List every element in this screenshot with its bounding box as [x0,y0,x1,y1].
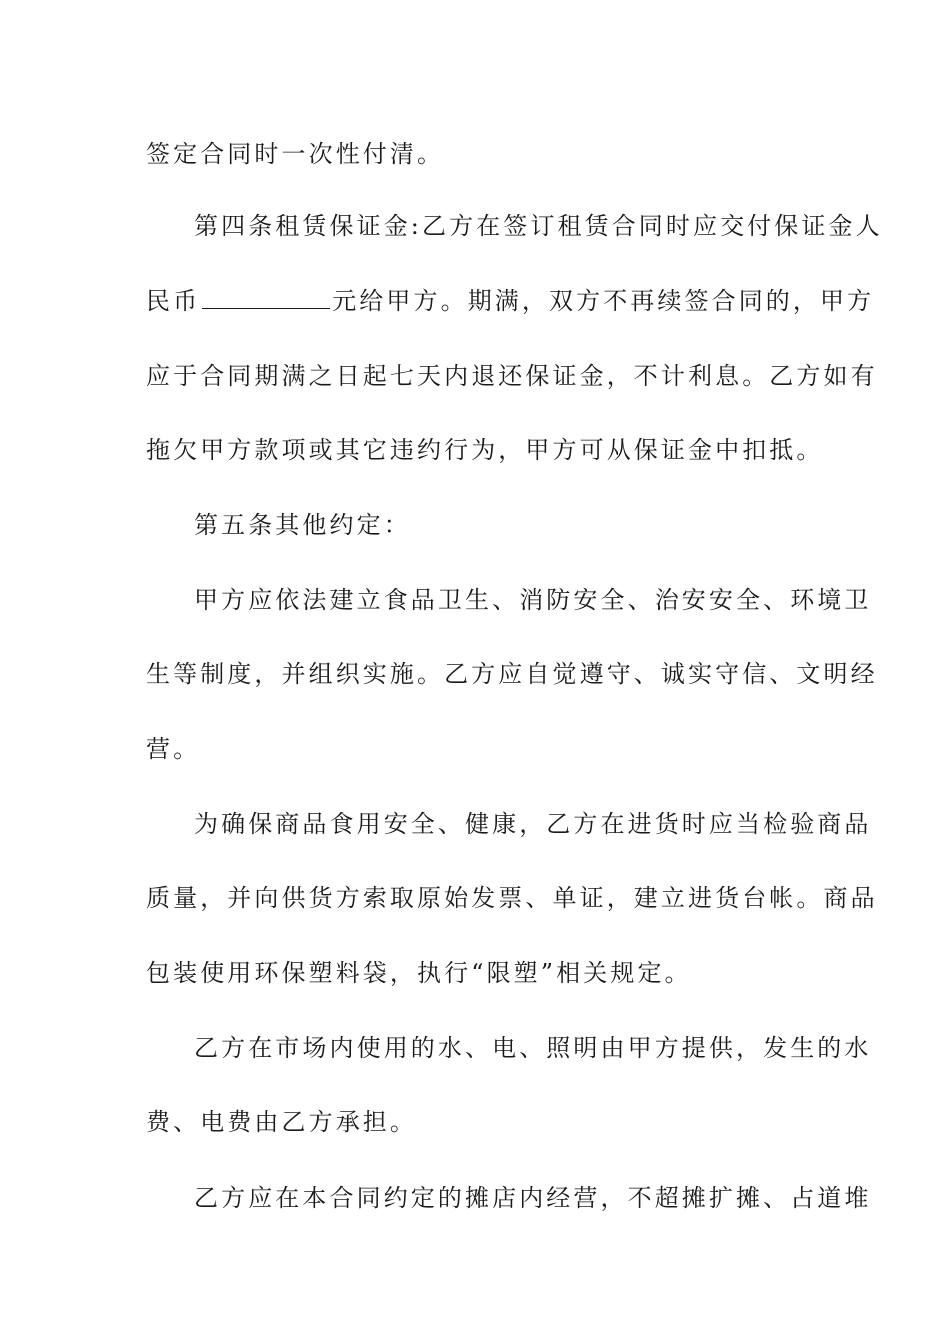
article-4-heading-line: 第四条租赁保证金:乙方在签订租赁合同时应交付保证金人 [194,212,883,240]
text-line: 乙方应在本合同约定的摊店内经营，不超摊扩摊、占道堆 [194,1184,872,1212]
text-line: 营。 [146,735,201,763]
text-segment: 民币 [146,287,201,315]
text-line: 拖欠甲方款项或其它违约行为，甲方可从保证金中扣抵。 [146,436,824,464]
fill-in-blank [202,286,330,309]
text-line: 乙方在市场内使用的水、电、照明由甲方提供，发生的水 [194,1034,872,1062]
article-5-heading: 第五条其他约定： [194,511,411,539]
text-line: 签定合同时一次性付清。 [146,140,445,168]
text-segment: 元给甲方。期满，双方不再续签合同的，甲方 [332,287,875,315]
text-line-with-blank [146,286,875,316]
text-line: 包装使用环保塑料袋，执行“限塑”相关规定。 [146,959,692,987]
text-line: 为确保商品食用安全、健康，乙方在进货时应当检验商品 [194,810,872,838]
text-line: 费、电费由乙方承担。 [146,1108,417,1136]
text-line: 应于合同期满之日起七天内退还保证金，不计利息。乙方如有 [146,362,878,390]
text-line: 质量，并向供货方索取原始发票、单证，建立进货台帐。商品 [146,884,878,912]
text-line: 甲方应依法建立食品卫生、消防安全、治安安全、环境卫 [194,586,872,614]
text-line: 生等制度，并组织实施。乙方应自觉遵守、诚实守信、文明经 [146,660,878,688]
